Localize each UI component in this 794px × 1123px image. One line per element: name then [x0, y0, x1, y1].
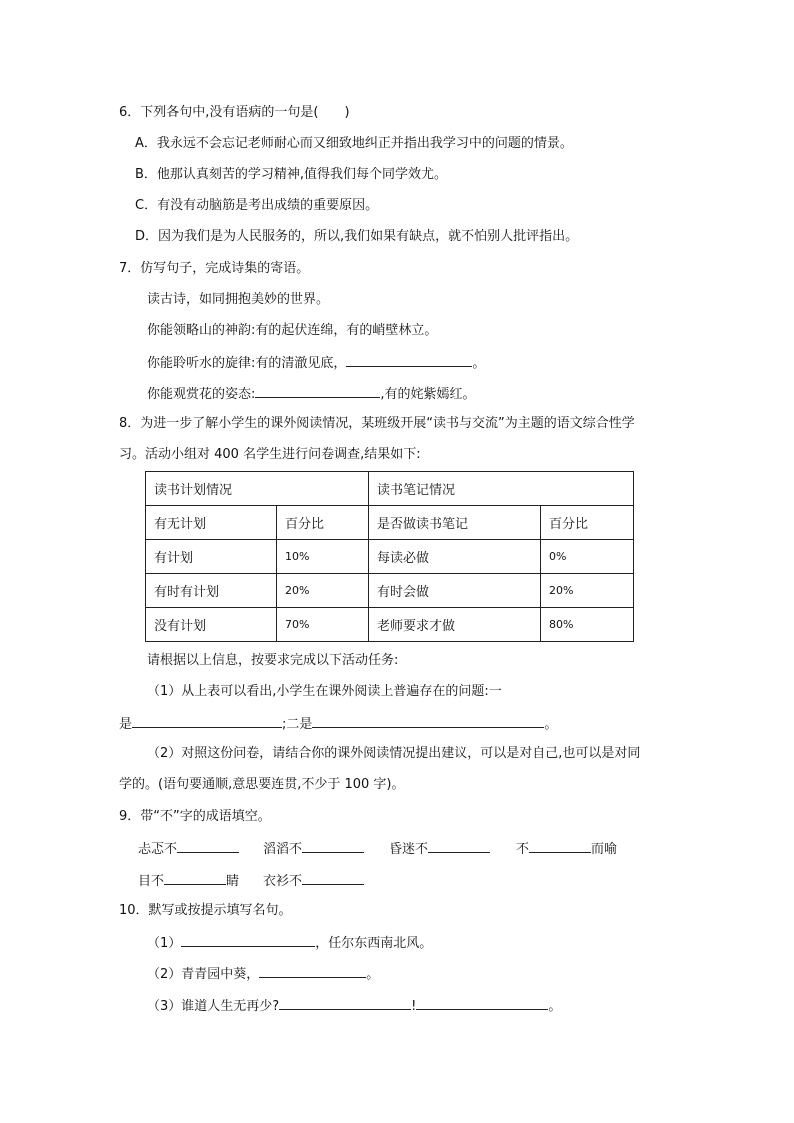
q8-stem-line2: 习。活动小组对 400 名学生进行问卷调查,结果如下:	[119, 447, 421, 462]
q9-idiom-2-blank[interactable]	[302, 839, 364, 853]
q8-task2-line1: （2）对照这份问卷，请结合你的课外阅读情况提出建议，可以是对自己,也可以是对同	[147, 746, 641, 761]
table-cell: 没有计划	[146, 608, 277, 642]
q8-instruction: 请根据以上信息，按要求完成以下活动任务:	[147, 653, 399, 668]
table-cell: 有计划	[146, 540, 277, 574]
q9-idiom-2	[263, 839, 364, 859]
q6-option-c: C．有没有动脑筋是考出成绩的重要原因。	[135, 198, 379, 213]
table-cell: 10%	[277, 540, 369, 574]
table-cell: 20%	[541, 574, 634, 608]
q10-s1-blank[interactable]	[181, 933, 315, 947]
column-header: 是否做读书笔记	[369, 506, 541, 540]
q6-option-a: A．我永远不会忘记老师耐心而又细致地纠正并指出我学习中的问题的情景。	[135, 136, 573, 151]
q7-line-flower-text: 你能观赏花的姿态:	[147, 387, 256, 402]
q9-idiom-1-text: 忐忑不	[138, 842, 178, 857]
q7-stem: 7．仿写句子，完成诗集的寄语。	[119, 261, 310, 276]
table-cell: 每读必做	[369, 540, 541, 574]
q7-intro: 读古诗，如同拥抱美妙的世界。	[147, 292, 330, 307]
survey-table	[145, 471, 634, 642]
q7-line-flower	[147, 384, 476, 404]
q6-option-d: D．因为我们是为人民服务的，所以,我们如果有缺点，就不怕别人批评指出。	[135, 229, 579, 244]
q7-water-blank[interactable]	[346, 353, 472, 367]
group-header-plan: 读书计划情况	[146, 472, 369, 506]
q9-idiom-1-blank[interactable]	[177, 839, 239, 853]
q10-sentence-3	[147, 996, 561, 1016]
q8-task1-label-one: 是	[119, 717, 133, 732]
q6-stem: 6．下列各句中,没有语病的一句是( )	[119, 105, 350, 120]
table-cell: 0%	[541, 540, 634, 574]
q10-s1-text: ，任尔东西南北风。	[315, 936, 433, 951]
table-cell: 老师要求才做	[369, 608, 541, 642]
table-row	[146, 540, 634, 574]
group-header-notes: 读书笔记情况	[369, 472, 634, 506]
q8-task1-end: 。	[544, 717, 558, 732]
q9-idiom-4-end: 而喻	[591, 842, 618, 857]
q9-stem: 9．带“不”字的成语填空。	[119, 809, 271, 824]
q7-line-water-text: 你能聆听水的旋律:有的清澈见底，	[147, 356, 347, 371]
q10-s3-blank-one[interactable]	[279, 996, 411, 1010]
q8-task1-blank-one[interactable]	[132, 714, 282, 728]
q10-s2-text: （2）青青园中葵，	[147, 967, 260, 982]
q10-s3-mid: !	[411, 999, 417, 1014]
q10-s2-end: 。	[366, 967, 380, 982]
q7-flower-blank[interactable]	[255, 384, 380, 398]
table-cell: 80%	[541, 608, 634, 642]
q10-sentence-2	[147, 964, 379, 984]
column-header: 有无计划	[146, 506, 277, 540]
table-cell: 20%	[277, 574, 369, 608]
q9-idiom-4	[516, 839, 617, 859]
q8-task1-label-two: ;二是	[282, 717, 313, 732]
q6-option-b: B．他那认真刻苦的学习精神,值得我们每个同学效尤。	[135, 167, 448, 182]
q10-s2-blank[interactable]	[259, 964, 366, 978]
q9-idiom-2-text: 滔滔不	[263, 842, 303, 857]
q8-task1: （1）从上表可以看出,小学生在课外阅读上普遍存在的问题:一	[147, 684, 502, 699]
q7-line-mountain: 你能领略山的神韵:有的起伏连绵，有的峭壁林立。	[147, 323, 438, 338]
column-header: 百分比	[277, 506, 369, 540]
table-row	[146, 574, 634, 608]
q8-task1-blank-two[interactable]	[312, 714, 544, 728]
q9-idiom-6	[263, 871, 364, 891]
q10-s3-text: （3）谁道人生无再少?	[147, 999, 280, 1014]
q8-task2-line2: 学的。(语句要通顺,意思要连贯,不少于 100 字)。	[119, 777, 405, 792]
table-cell: 有时会做	[369, 574, 541, 608]
q9-idiom-6-text: 衣衫不	[263, 874, 303, 889]
q9-idiom-3-blank[interactable]	[428, 839, 490, 853]
q8-task1-answer-line	[119, 714, 557, 734]
table-cell: 70%	[277, 608, 369, 642]
q7-line-water-end: 。	[472, 356, 486, 371]
q8-stem-line1: 8．为进一步了解小学生的课外阅读情况，某班级开展“读书与交流”为主题的语文综合性学	[119, 416, 635, 431]
q10-sentence-1	[147, 933, 432, 953]
q10-s3-end: 。	[548, 999, 562, 1014]
q9-idiom-3	[389, 839, 490, 859]
table-group-row	[146, 472, 634, 506]
q10-s3-blank-two[interactable]	[416, 996, 548, 1010]
q10-s1-label: （1）	[147, 936, 182, 951]
q9-idiom-1	[138, 839, 239, 859]
q9-idiom-3-text: 昏迷不	[389, 842, 429, 857]
q9-idiom-4-text: 不	[516, 842, 530, 857]
table-header-row	[146, 506, 634, 540]
q9-idiom-4-blank[interactable]	[529, 839, 591, 853]
q9-idiom-5-end: 睛	[226, 874, 240, 889]
q10-stem: 10．默写或按提示填写名句。	[119, 903, 292, 918]
q9-idiom-6-blank[interactable]	[302, 871, 364, 885]
column-header: 百分比	[541, 506, 634, 540]
table-cell: 有时有计划	[146, 574, 277, 608]
q7-line-water	[147, 353, 485, 373]
q7-line-flower-end: ,有的姹紫嫣红。	[380, 387, 476, 402]
q9-idiom-5	[138, 871, 239, 891]
q9-idiom-5-text: 目不	[138, 874, 165, 889]
q9-idiom-5-blank[interactable]	[164, 871, 226, 885]
table-row	[146, 608, 634, 642]
